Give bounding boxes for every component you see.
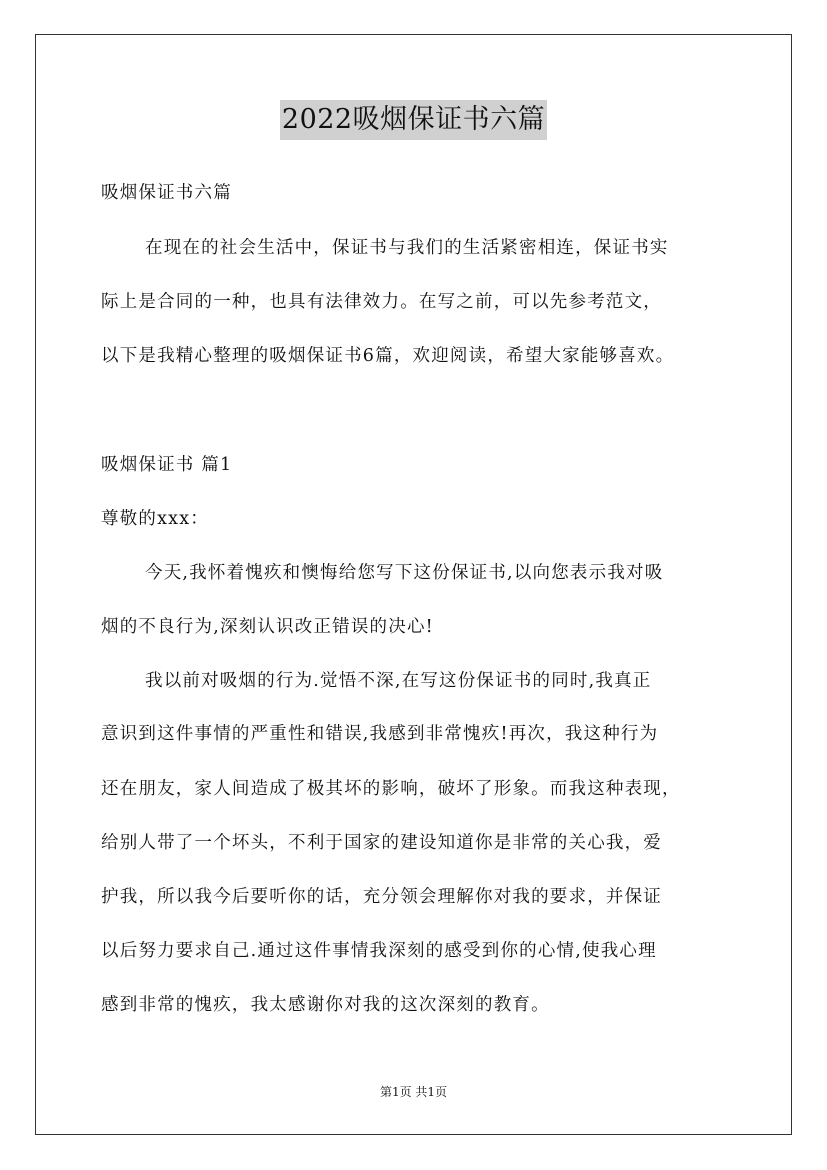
paragraph2-line-5: 护我，所以我今后要听你的话，充分领会理解你对我的要求，并保证 — [101, 887, 662, 907]
paragraph1-line-1: 今天,我怀着愧疚和懊悔给您写下这份保证书,以向您表示我对吸 — [145, 563, 664, 583]
paragraph2-line-2: 意识到这件事情的严重性和错误,我感到非常愧疚!再次，我这种行为 — [101, 724, 659, 744]
paragraph2-line-7: 感到非常的愧疚，我太感谢你对我的这次深刻的教育。 — [101, 995, 550, 1015]
document-title: 2022吸烟保证书六篇 — [280, 100, 547, 140]
salutation: 尊敬的xxx： — [101, 509, 210, 529]
title-container — [0, 100, 827, 140]
paragraph1-line-2: 烟的不良行为,深刻认识改正错误的决心! — [101, 617, 434, 637]
intro-line-2: 际上是合同的一种，也具有法律效力。在写之前，可以先参考范文， — [101, 292, 662, 312]
paragraph2-line-1: 我以前对吸烟的行为.觉悟不深,在写这份保证书的同时,我真正 — [145, 671, 652, 691]
intro-line-3: 以下是我精心整理的吸烟保证书6篇，欢迎阅读，希望大家能够喜欢。 — [101, 346, 675, 366]
paragraph2-line-3: 还在朋友，家人间造成了极其坏的影响，破坏了形象。而我这种表现， — [101, 779, 681, 799]
section-heading: 吸烟保证书 篇1 — [101, 455, 233, 475]
intro-line-1: 在现在的社会生活中，保证书与我们的生活紧密相连，保证书实 — [145, 238, 669, 258]
paragraph2-line-4: 给别人带了一个坏头，不利于国家的建设知道你是非常的关心我，爱 — [101, 833, 662, 853]
paragraph2-line-6: 以后努力要求自己.通过这件事情我深刻的感受到你的心情,使我心理 — [101, 941, 657, 961]
page-footer: 第1页 共1页 — [379, 1085, 448, 1099]
document-subtitle: 吸烟保证书六篇 — [101, 183, 232, 203]
